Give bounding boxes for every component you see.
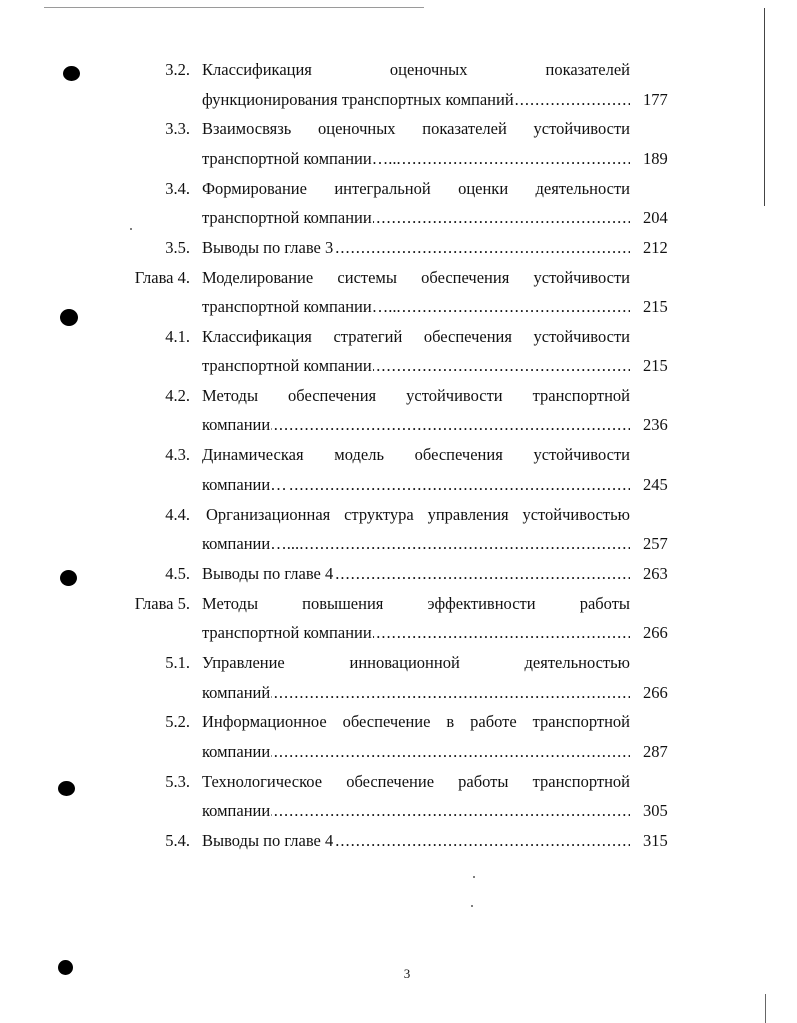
toc-entry-continuation: [0, 293, 797, 321]
toc-entry: [0, 441, 797, 469]
toc-entry: [0, 708, 797, 736]
toc-title: Информационное обеспечение в работе транспортной: [202, 712, 630, 731]
toc-number: 4.4.: [165, 505, 190, 524]
toc-number: 5.1.: [165, 653, 190, 672]
punch-hole-mark: [58, 960, 73, 975]
toc-title: Выводы по главе 4: [202, 831, 334, 850]
toc-page: 263: [643, 564, 668, 583]
scan-speck: [473, 876, 475, 878]
toc-number: 4.3.: [165, 445, 190, 464]
toc-title-cont: функционирования транспортных компаний: [202, 90, 514, 109]
scan-top-edge: [44, 7, 424, 8]
toc-title: Классификация стратегий обеспечения устойчивости: [202, 327, 630, 346]
toc-entry: [0, 590, 797, 618]
toc-entry: [0, 56, 797, 84]
toc-page: 305: [643, 801, 668, 820]
toc-page: 204: [643, 208, 668, 227]
toc-title-cont: компании: [202, 801, 271, 820]
toc-entry: [0, 768, 797, 796]
toc-title: Моделирование системы обеспечения устойчивости: [202, 268, 630, 287]
toc-title-cont: компании…...: [202, 534, 300, 553]
toc-title-cont: компании…: [202, 475, 287, 494]
toc-title-cont: транспортной компании…...: [202, 297, 401, 316]
toc-number: 4.2.: [165, 386, 190, 405]
toc-number: 5.4.: [165, 831, 190, 850]
toc-title: Формирование интегральной оценки деятельности: [202, 179, 630, 198]
toc-page: 257: [643, 534, 668, 553]
toc-entry-continuation: [0, 738, 797, 766]
toc-page: 215: [643, 297, 668, 316]
toc-number: Глава 4.: [134, 268, 190, 287]
page-number: 3: [403, 966, 411, 981]
toc-page: 215: [643, 356, 668, 375]
toc-title: Управление инновационной деятельностью: [202, 653, 630, 672]
toc-entry-continuation: [0, 619, 797, 647]
toc-number: 5.2.: [165, 712, 190, 731]
toc-page: 287: [643, 742, 668, 761]
toc-title: Классификация оценочных показателей: [202, 60, 630, 79]
toc-title: Выводы по главе 3: [202, 238, 334, 257]
toc-entry-continuation: [0, 471, 797, 499]
toc-title: Технологическое обеспечение работы транспортной: [202, 772, 630, 791]
toc-page: 245: [643, 475, 668, 494]
toc-title-cont: транспортной компании…...: [202, 149, 401, 168]
toc-number: 3.4.: [165, 179, 190, 198]
toc-page: 189: [643, 149, 668, 168]
scan-right-edge-bottom: [765, 994, 766, 1023]
toc-entry: [0, 323, 797, 351]
toc-entry: [0, 382, 797, 410]
toc-title-cont: транспортной компании: [202, 623, 372, 642]
toc-title-cont: транспортной компании: [202, 356, 372, 375]
scan-speck: [471, 905, 473, 907]
toc-number: 3.5.: [165, 238, 190, 257]
toc-entry: [0, 560, 797, 588]
toc-entry-continuation: [0, 145, 797, 173]
toc-page: 266: [643, 683, 668, 702]
toc-entry: [0, 827, 797, 855]
toc-page: 236: [643, 415, 668, 434]
toc-entry-continuation: [0, 411, 797, 439]
toc-title: Организационная структура управления устойчивостью: [206, 505, 630, 524]
toc-number: 5.3.: [165, 772, 190, 791]
toc-entry-continuation: [0, 204, 797, 232]
toc-title-cont: компаний: [202, 683, 271, 702]
toc-number: 3.3.: [165, 119, 190, 138]
toc-page: 177: [643, 90, 668, 109]
toc-entry: [0, 115, 797, 143]
toc-entry-continuation: [0, 86, 797, 114]
toc-entry-continuation: [0, 530, 797, 558]
toc-entry-continuation: [0, 797, 797, 825]
toc-number: 4.1.: [165, 327, 190, 346]
toc-title: Выводы по главе 4: [202, 564, 334, 583]
toc-entry: [0, 175, 797, 203]
toc-page: 266: [643, 623, 668, 642]
toc-title-cont: транспортной компании: [202, 208, 372, 227]
toc-page: 212: [643, 238, 668, 257]
toc-title: Взаимосвязь оценочных показателей устойчивости: [202, 119, 630, 138]
toc-number: 4.5.: [165, 564, 190, 583]
toc-entry-continuation: [0, 679, 797, 707]
toc-entry: [0, 264, 797, 292]
toc-entry: [0, 649, 797, 677]
toc-page: 315: [643, 831, 668, 850]
toc-title: Методы повышения эффективности работы: [202, 594, 630, 613]
toc-title-cont: компании: [202, 415, 271, 434]
toc-title: Методы обеспечения устойчивости транспортной: [202, 386, 630, 405]
toc-number: 3.2.: [165, 60, 190, 79]
toc-title-cont: компании: [202, 742, 271, 761]
toc-entry: [0, 501, 797, 529]
toc-entry-continuation: [0, 352, 797, 380]
toc-number: Глава 5.: [134, 594, 190, 613]
toc-title: Динамическая модель обеспечения устойчивости: [202, 445, 630, 464]
toc-entry: [0, 234, 797, 262]
